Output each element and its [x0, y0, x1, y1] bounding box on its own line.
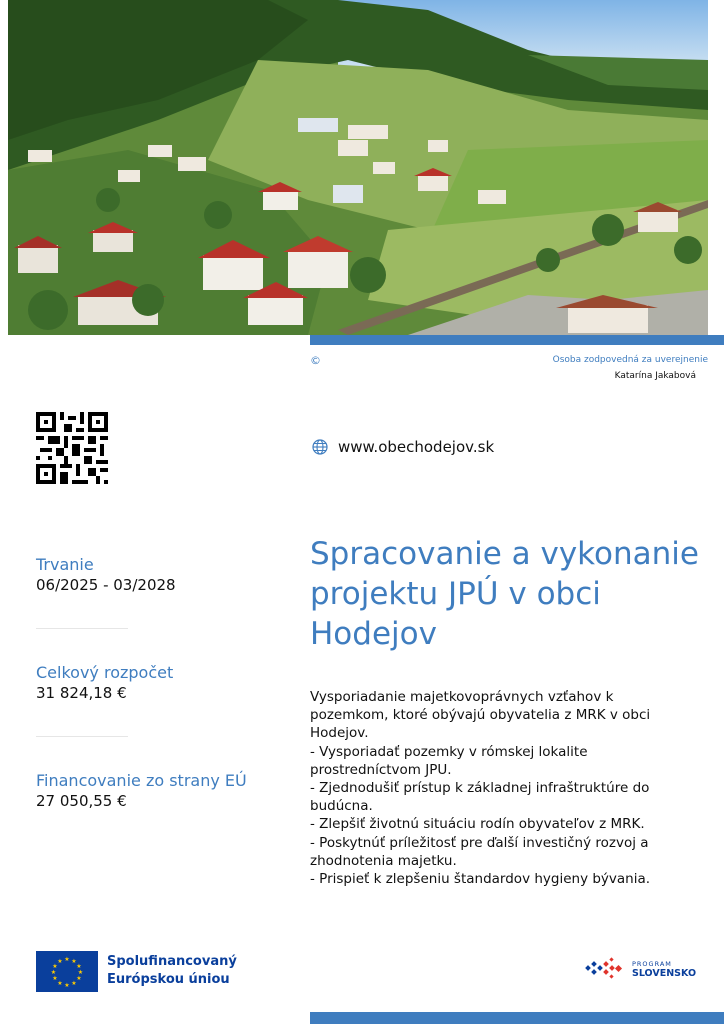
responsible-person-label: Osoba zodpovedná za uverejnenie — [552, 355, 708, 365]
svg-text:★: ★ — [64, 982, 70, 989]
description-line: - Zjednodušiť prístup k základnej infraštruktúre do budúcna. — [310, 780, 650, 815]
eu-funding-value: 27 050,55 € — [36, 792, 127, 810]
eu-funding-label: Financovanie zo strany EÚ — [36, 771, 247, 790]
eu-funding-block — [36, 771, 247, 810]
slovensko-label: SLOVENSKO — [632, 968, 697, 979]
duration-value: 06/2025 - 03/2028 — [36, 576, 176, 594]
budget-label: Celkový rozpočet — [36, 663, 174, 682]
eu-flag-logo — [36, 951, 98, 992]
svg-text:★: ★ — [57, 980, 63, 987]
description-line: Vysporiadanie majetkovoprávnych vzťahov k pozemkom, ktoré obývajú obyvatelia z MRK v obci Hodejov. — [310, 689, 651, 742]
project-description — [310, 688, 690, 888]
program-slovensko-text — [632, 959, 696, 979]
svg-text:★: ★ — [57, 958, 63, 965]
svg-text:★: ★ — [52, 975, 58, 982]
divider — [36, 736, 128, 737]
budget-value: 31 824,18 € — [36, 684, 127, 702]
svg-text:★: ★ — [77, 969, 84, 976]
svg-text:★: ★ — [50, 969, 57, 976]
website-url: www.obechodejov.sk — [338, 438, 495, 456]
duration-block — [36, 555, 176, 594]
description-line: - Prispieť k zlepšeniu štandardov hygieny bývania. — [310, 871, 651, 888]
eu-text-line2: Európskou úniou — [107, 972, 230, 987]
eu-text-line1: Spolufinancovaný — [107, 954, 237, 969]
accent-strip-top — [310, 335, 724, 345]
divider — [36, 628, 128, 629]
project-title: Spracovanie a vykonanie projektu JPÚ v obci Hodejov — [310, 536, 699, 652]
program-slovensko-icon — [582, 956, 628, 982]
program-slovensko-logo — [582, 956, 696, 982]
responsible-person-name: Katarína Jakabová — [614, 371, 696, 381]
accent-strip-bottom — [310, 1012, 724, 1024]
svg-text:★: ★ — [71, 980, 77, 987]
svg-text:★: ★ — [64, 956, 70, 963]
description-line: - Poskytnúť príležitosť pre ďalší investičný rozvoj a zhodnotenia majetku. — [310, 834, 649, 869]
program-label: PROGRAM — [632, 960, 672, 968]
eu-cofinanced-text — [107, 953, 237, 989]
duration-label: Trvanie — [36, 555, 94, 574]
svg-text:★: ★ — [52, 963, 58, 970]
description-line: - Vysporiadať pozemky v rómskej lokalite prostredníctvom JPU. — [310, 743, 588, 778]
svg-text:★: ★ — [71, 958, 77, 965]
globe-icon — [312, 439, 328, 455]
qr-code[interactable] — [36, 412, 108, 484]
copyright-symbol: © — [310, 354, 321, 367]
village-landscape-photo — [8, 0, 708, 335]
description-line: - Zlepšiť životnú situáciu rodín obyvateľov z MRK. — [310, 816, 645, 833]
svg-text:★: ★ — [76, 975, 82, 982]
website-link[interactable] — [312, 438, 494, 456]
svg-text:★: ★ — [76, 963, 82, 970]
budget-block — [36, 663, 173, 702]
